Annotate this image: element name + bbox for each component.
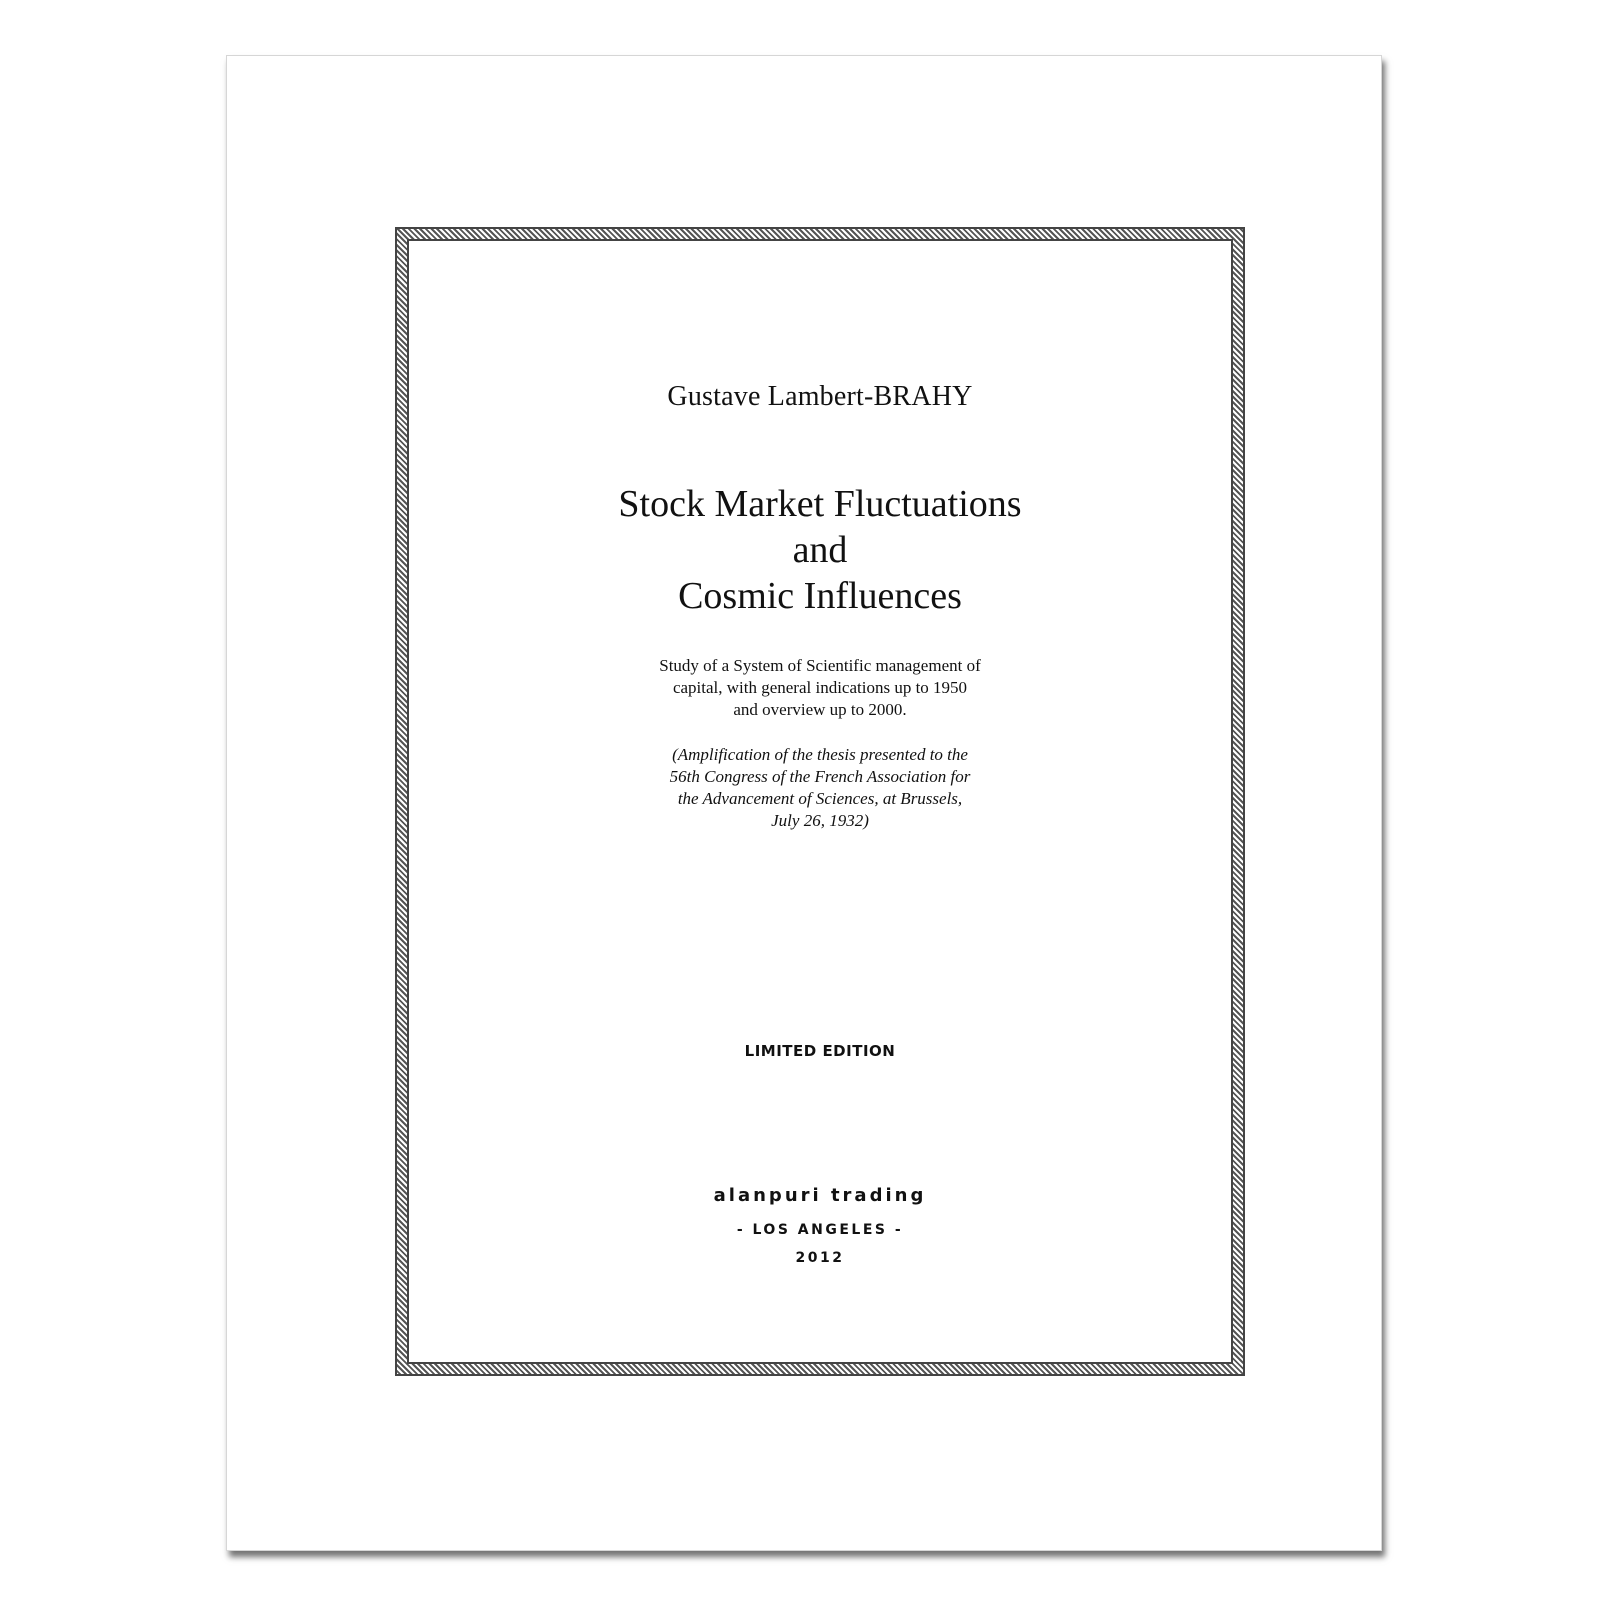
thesis-note [409, 744, 1231, 832]
publication-year: 2012 [795, 1250, 845, 1266]
subtitle-line: and overview up to 2000. [733, 700, 907, 719]
title-line: Cosmic Influences [678, 575, 962, 617]
author-name: Gustave Lambert-BRAHY [667, 381, 973, 412]
title-page-content [409, 241, 1231, 1362]
subtitle-line: Study of a System of Scientific management of [659, 656, 981, 675]
title-line: and [792, 529, 848, 571]
subtitle-line: capital, with general indications up to 1950 [672, 678, 968, 697]
book-title [409, 481, 1231, 619]
edition-label: LIMITED EDITION [744, 1042, 896, 1060]
book-subtitle [409, 655, 1231, 721]
note-line: July 26, 1932) [771, 811, 869, 830]
note-line: (Amplification of the thesis presented to the [672, 745, 968, 764]
publisher-name: alanpuri trading [713, 1185, 927, 1206]
note-line: 56th Congress of the French Association for [669, 767, 971, 786]
title-line: Stock Market Fluctuations [618, 483, 1022, 525]
note-line: the Advancement of Sciences, at Brussels, [677, 789, 963, 808]
publisher-city: - LOS ANGELES - [736, 1222, 904, 1238]
